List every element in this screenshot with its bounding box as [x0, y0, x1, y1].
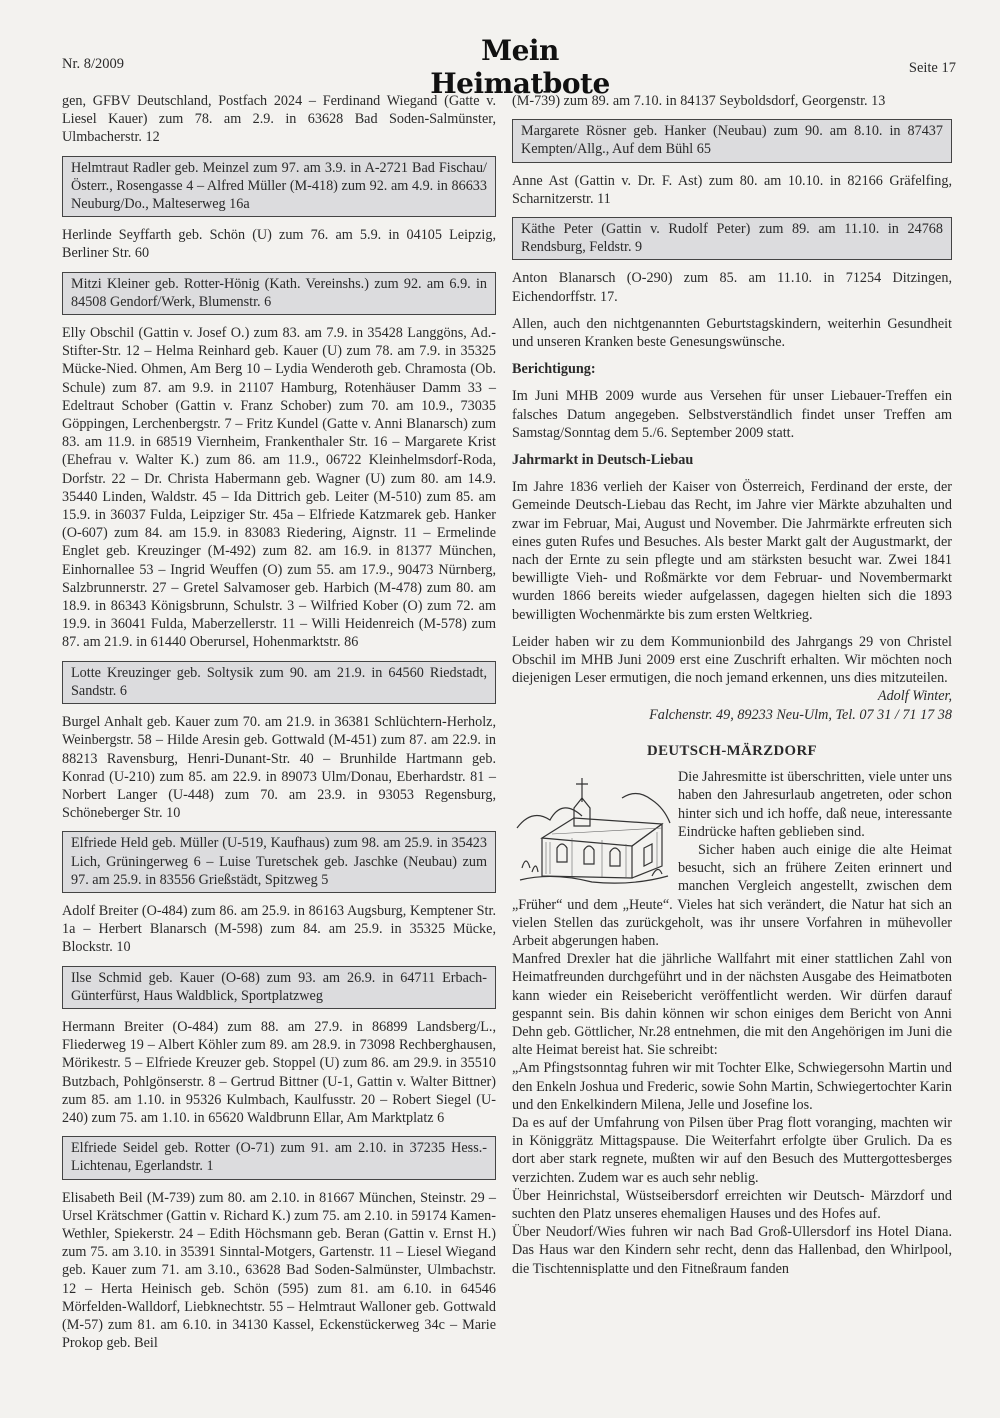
- right-column: [512, 92, 952, 1278]
- left-column: [62, 92, 496, 1361]
- section-title: DEUTSCH-MÄRZDORF: [647, 742, 817, 759]
- maerzdorf-paragraph: Über Neudorf/Wies fuhren wir nach Bad Groß-Ullersdorf ins Hotel Diana. Das Haus war den Kindern sehr recht, denn das Hallenbad, den Whirlpool, die Tischtennisplatte und den Fitneßraum fanden: [512, 1224, 952, 1277]
- maerzdorf-paragraph: Die Jahresmitte ist überschritten, viele unter uns haben den Jahresurlaub angetreten, oder schon hinter sich und ich hoffe, daß neue, interessante Eindrücke haften geblieben sind.: [678, 769, 952, 840]
- jahrmarkt-text: Im Jahre 1836 verlieh der Kaiser von Österreich, Ferdinand der erste, der Gemeinde Deutsch-Liebau das Recht, im Jahre vier Märkte abzuhalten und zwar im Februar, Mai, August und November. Die Jahrmärkte erfreuten sich eines guten Rufes und Besuches. Als bester Markt galt der Augustmarkt, der nach der Ernte zu sein pflegte und am stärksten besucht war. Zwei 1841 bewilligte Vieh- und Roßmärkte vor dem Februar- und Novembermarkt wurden 1866 bereits wieder aufgelassen, dagegen hielten sich die 1893 bewilligten Wochenmärkte bis zum ersten Weltkrieg.: [512, 479, 952, 623]
- birthday-paragraph: Anton Blanarsch (O-290) zum 85. am 11.10. in 71254 Ditzingen, Eichendorffstr. 17.: [512, 270, 952, 305]
- box-text: Lotte Kreuzinger geb. Soltysik zum 90. am 21.9. in 64560 Riedstadt, Sandstr. 6: [71, 664, 487, 699]
- box-text: Elfriede Seidel geb. Rotter (O-71) zum 91. am 2.10. in 37235 Hess.-Lichtenau, Egerlandstr. 1: [71, 1140, 487, 1175]
- berichtigung-heading: Berichtigung:: [512, 361, 596, 378]
- highlight-box: [62, 272, 496, 315]
- highlight-box: [62, 1136, 496, 1179]
- birthday-paragraph: Hermann Breiter (O-484) zum 88. am 27.9. in 86899 Landsberg/L., Fliederweg 19 – Albert Köhler zum 89. am 28.9. in 73098 Rechberghausen, Mörikestr. 5 – Elfriede Kreuzer geb. Stoppel (U) zum 86. am 29.9. in 35510 Butzbach, Pohlgönserstr. 8 – Gertrud Bittner (U-1, Gattin v. Walter Bittner) zum 85. am 1.10. in 95326 Kulmbach, Kaulfusstr. 20 – Robert Siegel (U-240) zum 75. am 1.10. in 65620 Waldbrunn Ellar, Am Marktplatz 6: [62, 1018, 496, 1126]
- maerzdorf-paragraph: Sicher haben auch einige die alte Heimat besucht, sich an frühere Zeiten erinnert und manchen Vergleich angestellt, zwischen dem „Früher“ und dem „Heute“. Vieles hat sich verändert, die Natur hat sich an vielen Stellen das zurückgeholt, was ihr unsere Vorfahren in mühevoller Arbeit abgerungen haben.: [512, 841, 952, 949]
- birthday-paragraph: Elly Obschil (Gattin v. Josef O.) zum 83. am 7.9. in 35428 Langgöns, Ad.-Stifter-Str. 12 – Helma Reinhard geb. Kauer (U) zum 78. am 7.9. in 35325 Mücke-Nied. Ohmen, Am Berg 10 – Lydia Wenderoth geb. Chramosta (Ob. Schule) zum 87. am 9.9. in 21107 Hamburg, Rotenhäuser Damm 33 – Edeltraut Schober (Gattin v. Franz Schober) zum 70. am 10.9., 73035 Göppingen, Lerchenbergstr. 7 – Fritz Kundel (Gatte v. Anni Blanarsch) zum 83. am 11.9. in 68519 Viernheim, Frankenthaler Str. 16 – Margarete Krist (Ehefrau v. Walter K.) zum 86. am 11.9., 06722 Kleinhelmsdorf-Roda, Dorfstr. 22 – Dr. Christa Habermann geb. Wagner (U) zum 80. am 14.9. 35440 Linden, Waldstr. 45 – Ida Dittrich geb. Leiter (M-510) zum 85. am 15.9. in 36037 Fulda, Leipziger Str. 45a – Elfriede Katzmarek geb. Hanker (O-607) zum 84. am 15.9. in 83083 Riedering, Aignstr. 11 – Ermelinde Englet geb. Kreuzinger (M-492) zum 82. am 16.9. in 81377 München, Einhornallee 53 – Ingrid Weuffen (O) zum 55. am 17.9., 90473 Nürnberg, Salzbrunnerstr. 27 – Gretel Salvamoser geb. Harbich (M-478) zum 80. am 18.9. in 86343 Königsbrunn, Schulstr. 3 – Wilfried Kober (O) zum 72. am 19.9. in 36041 Fulda, Maberzellerstr. 11 – Willi Heidenreich (M-578) zum 87. am 21.9. in 61440 Oberursel, Hohenmarktstr. 86: [62, 325, 496, 651]
- maerzdorf-paragraph: Da es auf der Umfahrung von Pilsen über Prag flott voranging, machten wir in Königgrätz Mittagspause. Die Weiterfahrt erfolgte über Grulich. Da es dort aber stark regnete, mußten wir auf den Besuch des Muttergottesberges verzichten. Zudem war es auch sehr neblig.: [512, 1114, 952, 1186]
- birthday-paragraph: Burgel Anhalt geb. Kauer zum 70. am 21.9. in 36381 Schlüchtern-Herholz, Weinbergstr. 58 – Hilde Aresin geb. Gottwald (M-451) zum 87. am 22.9. in 88213 Ravensburg, Henri-Dunant-Str. 40 – Brunhilde Hartmann geb. Konrad (U-210) zum 85. am 22.9. in 89073 Ulm/Donau, Eberhardstr. 81 – Norbert Langer (U-448) zum 70. am 23.9. in 93053 Regensburg, Schöneberger Str. 10: [62, 714, 496, 822]
- maerzdorf-paragraph: Über Heinrichstal, Wüstseibersdorf erreichten wir Deutsch- Märzdorf und suchten den Platz unseres ehemaligen Hauses und des Hofes auf.: [512, 1187, 952, 1222]
- highlight-box: [62, 966, 496, 1009]
- highlight-box: [512, 217, 952, 260]
- birthday-paragraph: gen, GFBV Deutschland, Postfach 2024 – Ferdinand Wiegand (Gatte v. Liesel Kauer) zum 78. am 2.9. in 63628 Bad Soden-Salmünster, Ulmbacherstr. 12: [62, 93, 496, 146]
- jahrmarkt-heading: Jahrmarkt in Deutsch-Liebau: [512, 452, 694, 469]
- birthday-paragraph: Anne Ast (Gattin v. Dr. F. Ast) zum 80. am 10.10. in 82166 Gräfelfing, Scharnitzerstr. 11: [512, 172, 952, 207]
- highlight-box: [62, 831, 496, 893]
- issue-number: Nr. 8/2009: [62, 56, 125, 72]
- highlight-box: [62, 156, 496, 218]
- birthday-paragraph: Adolf Breiter (O-484) zum 86. am 25.9. in 86163 Augsburg, Kemptener Str. 1a – Herbert Blanarsch (M-598) zum 84. am 25.9. in 35325 Mücke, Blockstr. 10: [62, 902, 496, 956]
- signature-address: Falchenstr. 49, 89233 Neu-Ulm, Tel. 07 31 / 71 17 38: [649, 706, 952, 723]
- box-text: Elfriede Held geb. Müller (U-519, Kaufhaus) zum 98. am 25.9. in 35423 Lich, Grüningerweg 6 – Luise Turetschek geb. Jaschke (Neubau) zum 97. am 25.9. in 83556 Grießstädt, Spitzweg 5: [71, 835, 487, 888]
- maerzdorf-paragraph: „Am Pfingstsonntag fuhren wir mit Tochter Elke, Schwiegersohn Martin und den Enkeln Joshua und Frederic, sowie Sohn Martin, Schwiegertochter Karin und den Enkelkindern Milena, Jelle und Josefine los.: [512, 1060, 952, 1113]
- signature-name: Adolf Winter,: [877, 688, 952, 705]
- highlight-box: [512, 119, 952, 162]
- birthday-paragraph: (M-739) zum 89. am 7.10. in 84137 Seyboldsdorf, Georgenstr. 13: [512, 93, 886, 109]
- kommunion-paragraph: Leider haben wir zu dem Kommunionbild des Jahrgangs 29 von Christel Obschil im MHB Juni 2009 erst eine Zuschrift erhalten. Wir möchten noch diejenigen Leser ermutigen, die noch jemand erkennen, uns dies mitzuteilen.: [512, 633, 952, 687]
- box-text: Käthe Peter (Gattin v. Rudolf Peter) zum 89. am 11.10. in 24768 Rendsburg, Feldstr. 9: [521, 221, 943, 256]
- church-drawing: [512, 768, 672, 886]
- berichtigung-text: Im Juni MHB 2009 wurde aus Versehen für unser Liebauer-Treffen ein falsches Datum angegeben. Selbstverständlich findet unser Treffen am Samstag/Sonntag dem 5./6. September 2009 statt.: [512, 388, 952, 441]
- masthead-logo: Mein Heimatbote: [430, 34, 610, 100]
- maerzdorf-paragraph: Manfred Drexler hat die jährliche Wallfahrt mit einer stattlichen Zahl von Heimatfreunden durchgeführt und in der nächsten Ausgabe des Heimatboten kann wieder ein Reisebericht veröffentlicht werden. Wir dürfen darauf gespannt sein. Bis dahin können wir schon einiges dem Bericht von Anni Dehn geb. Göttlicher, Nr.28 entnehmen, die mit den Angehörigen im Juni die alte Heimat bereist hat. Sie schreibt:: [512, 951, 952, 1059]
- wishes-paragraph: Allen, auch den nichtgenannten Geburtstagskindern, weiterhin Gesundheit und unseren Kranken beste Genesungswünsche.: [512, 315, 952, 351]
- box-text: Helmtraut Radler geb. Meinzel zum 97. am 3.9. in A-2721 Bad Fischau/Österr., Rosengasse 4 – Alfred Müller (M-418) zum 92. am 4.9. in 86633 Neuburg/Do., Malteserweg 16a: [71, 159, 487, 213]
- church-illustration: [512, 768, 672, 886]
- birthday-paragraph: Elisabeth Beil (M-739) zum 80. am 2.10. in 81667 München, Steinstr. 29 – Ursel Krätschmer (Gattin v. Richard K.) zum 75. am 2.10. in 59174 Kamen-Wethler, Spiekerstr. 24 – Edith Höchsmann geb. Beran (Gattin v. Ernst H.) zum 75. am 3.10. in 35391 Sinntal-Motgers, Gartenstr. 11 – Liesel Wiegand geb. Kauer zum 71. am 3.10., 63628 Bad Soden-Salmünster, Ulmbachstr. 12 – Herta Heinisch geb. Schön (595) zum 81. am 6.10. in 64546 Mörfelden-Walldorf, Liebknechtstr. 55 – Helmtraut Walloner geb. Gottwald (M-57) zum 81. am 6.10. in 34130 Kassel, Eckenstückerweg 34c – Marie Prokop geb. Beil: [62, 1189, 496, 1352]
- page-number: Seite 17: [908, 60, 956, 76]
- box-text: Mitzi Kleiner geb. Rotter-Hönig (Kath. Vereinshs.) zum 92. am 6.9. in 84508 Gendorf/Werk, Blumenstr. 6: [71, 275, 487, 310]
- box-text: Ilse Schmid geb. Kauer (O-68) zum 93. am 26.9. in 64711 Erbach-Günterfürst, Haus Waldblick, Sportplatzweg: [71, 969, 487, 1004]
- highlight-box: [62, 661, 496, 704]
- box-text: Margarete Rösner geb. Hanker (Neubau) zum 90. am 8.10. in 87437 Kempten/Allg., Auf dem Bühl 65: [521, 123, 943, 158]
- birthday-paragraph: Herlinde Seyffarth geb. Schön (U) zum 76. am 5.9. in 04105 Leipzig, Berliner Str. 60: [62, 227, 496, 262]
